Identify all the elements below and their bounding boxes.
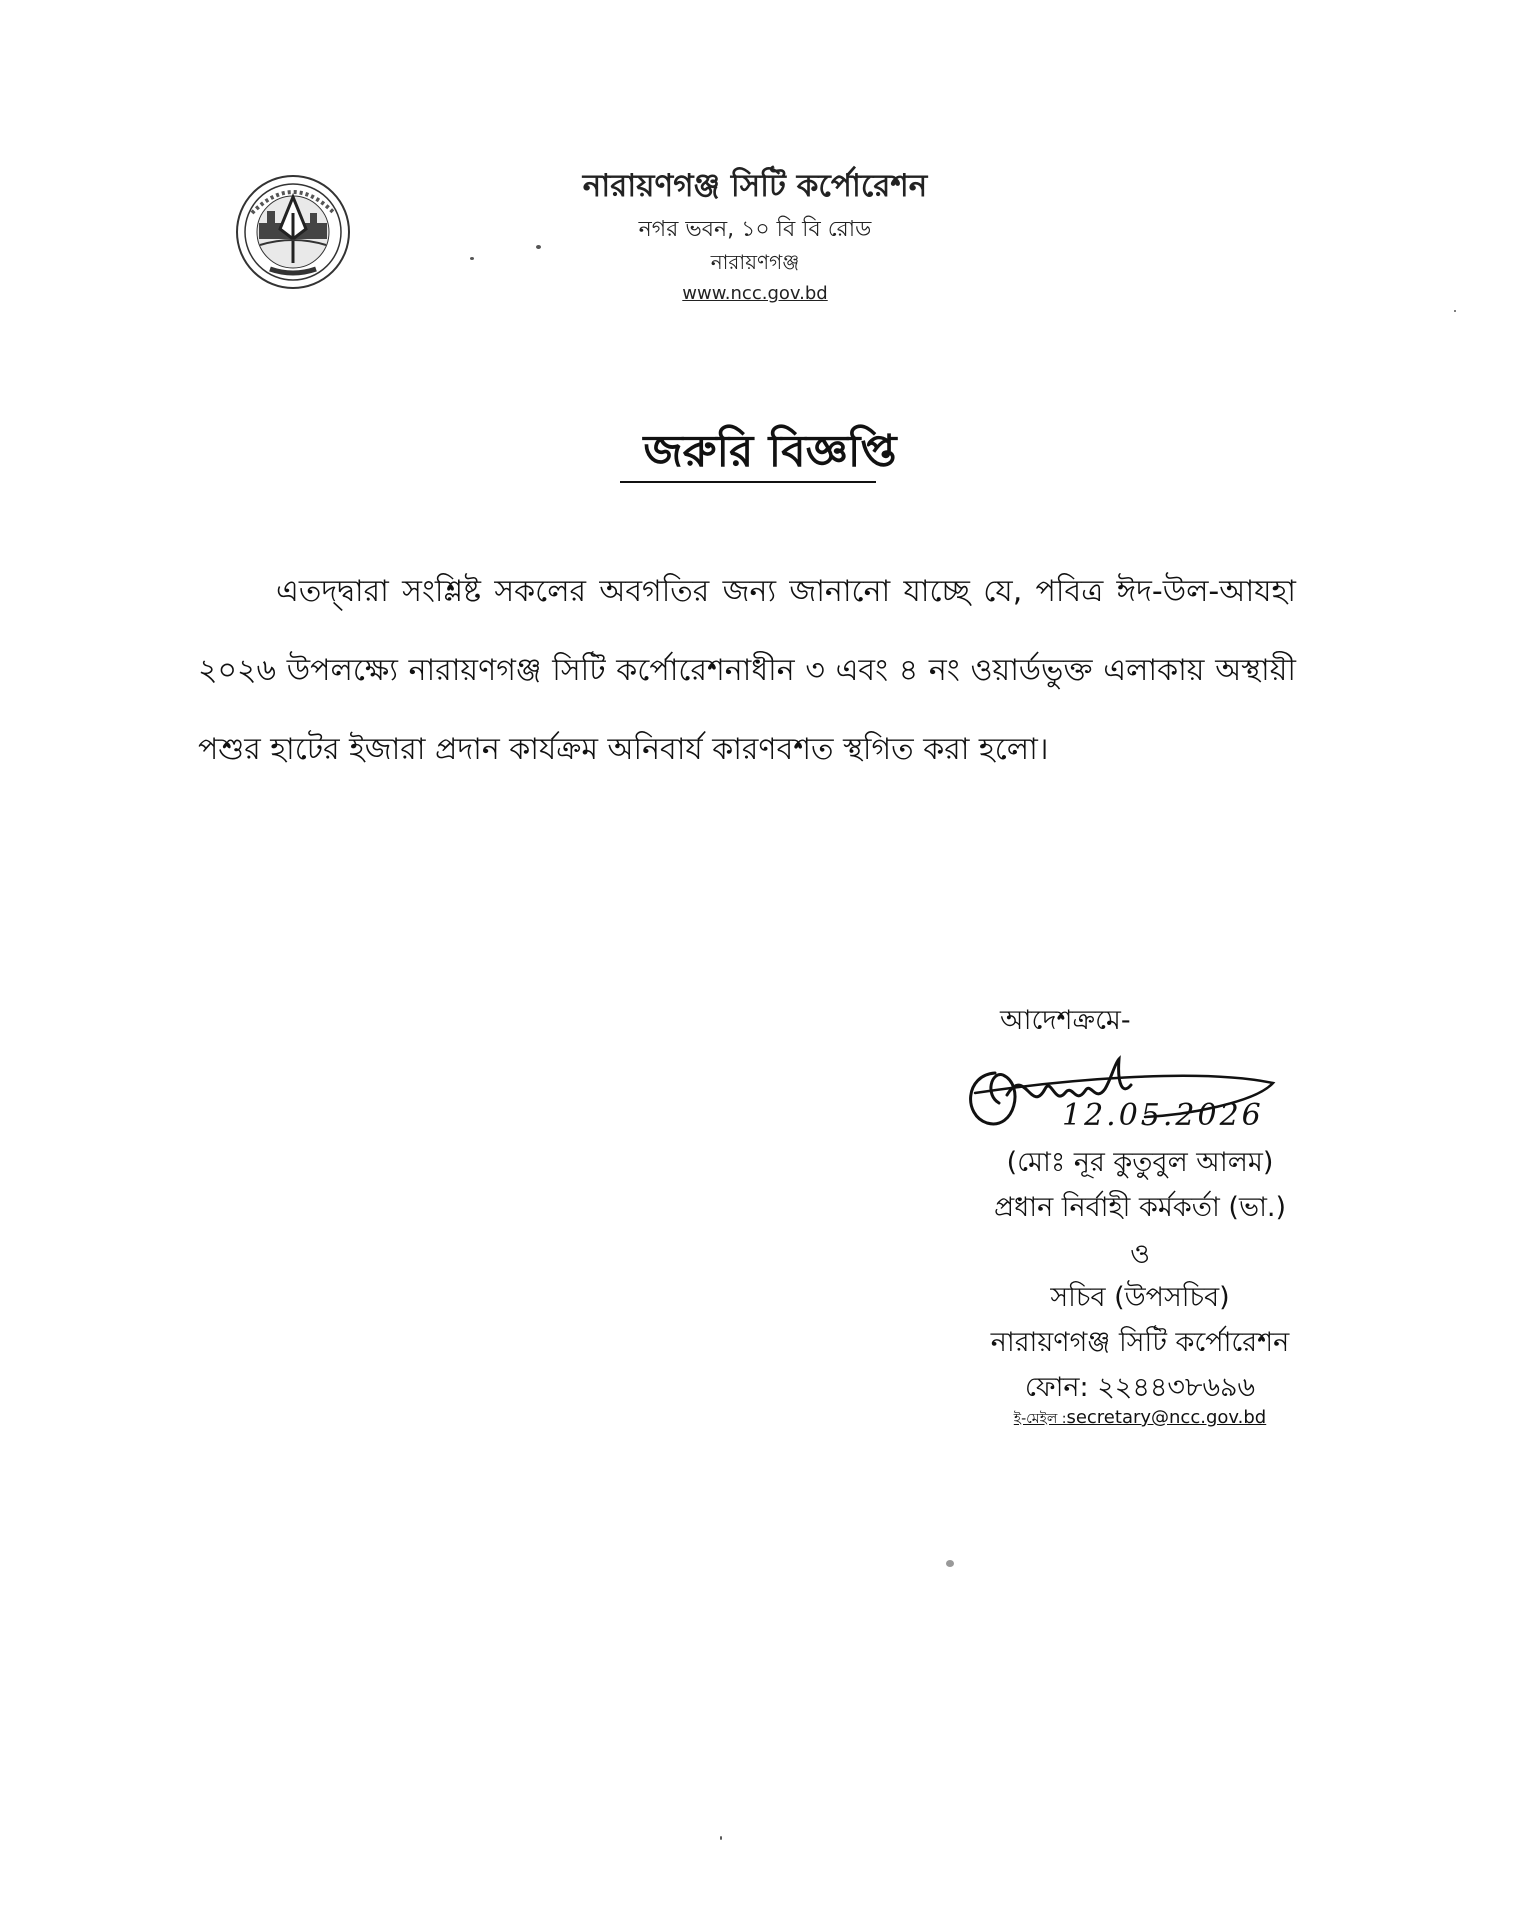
signatory-designation-primary: প্রধান নির্বাহী কর্মকর্তা (ভা.) [993, 1192, 1287, 1223]
email-label: ই-মেইল : [1013, 1411, 1067, 1427]
scan-speck [946, 1560, 954, 1567]
organization-address: নগর ভবন, ১০ বি বি রোড [638, 217, 872, 242]
notice-title: জরুরি বিজ্ঞপ্তি [643, 426, 897, 477]
scan-speck [720, 1836, 722, 1840]
signatory-organization: নারায়ণগঞ্জ সিটি কর্পোরেশন [990, 1327, 1290, 1358]
signatory-name: (মোঃ নূর কুতুবুল আলম) [1006, 1147, 1274, 1178]
signatory-phone: ফোন: ২২৪৪৩৮৬৯৬ [1024, 1372, 1256, 1403]
scan-speck [470, 257, 474, 260]
signatory-designation-secondary: সচিব (উপসচিব) [1050, 1282, 1230, 1313]
signatory-email [880, 1407, 1400, 1431]
organization-name: নারায়ণগঞ্জ সিটি কর্পোরেশন [582, 168, 928, 204]
scan-speck [536, 245, 541, 249]
email-address: secretary@ncc.gov.bd [1066, 1407, 1267, 1428]
order-label: আদেশক্রমে- [1000, 1005, 1131, 1036]
designation-conjunction: ও [1130, 1239, 1150, 1270]
organization-city: নারায়ণগঞ্জ [710, 250, 800, 274]
scan-speck [1454, 310, 1456, 312]
ncc-seal-icon [232, 173, 354, 291]
notice-body: এতদ্দ্বারা সংশ্লিষ্ট সকলের অবগতির জন্য জানানো যাচ্ছে যে, পবিত্র ঈদ-উল-আযহা ২০২৬ উপলক্ষ্যে নারায়ণগঞ্জ সিটি কর্পোরেশনাধীন ৩ এবং ৪ নং ওয়ার্ডভুক্ত এলাকায় অস্থায়ী পশুর হাটের ইজারা প্রদান কার্যক্রম অনিবার্য কারণবশত স্থগিত করা হলো। [198, 574, 1296, 767]
signed-date: 12.05.2026 [1062, 1098, 1264, 1133]
organization-website: www.ncc.gov.bd [682, 283, 828, 304]
title-underline [620, 481, 876, 483]
